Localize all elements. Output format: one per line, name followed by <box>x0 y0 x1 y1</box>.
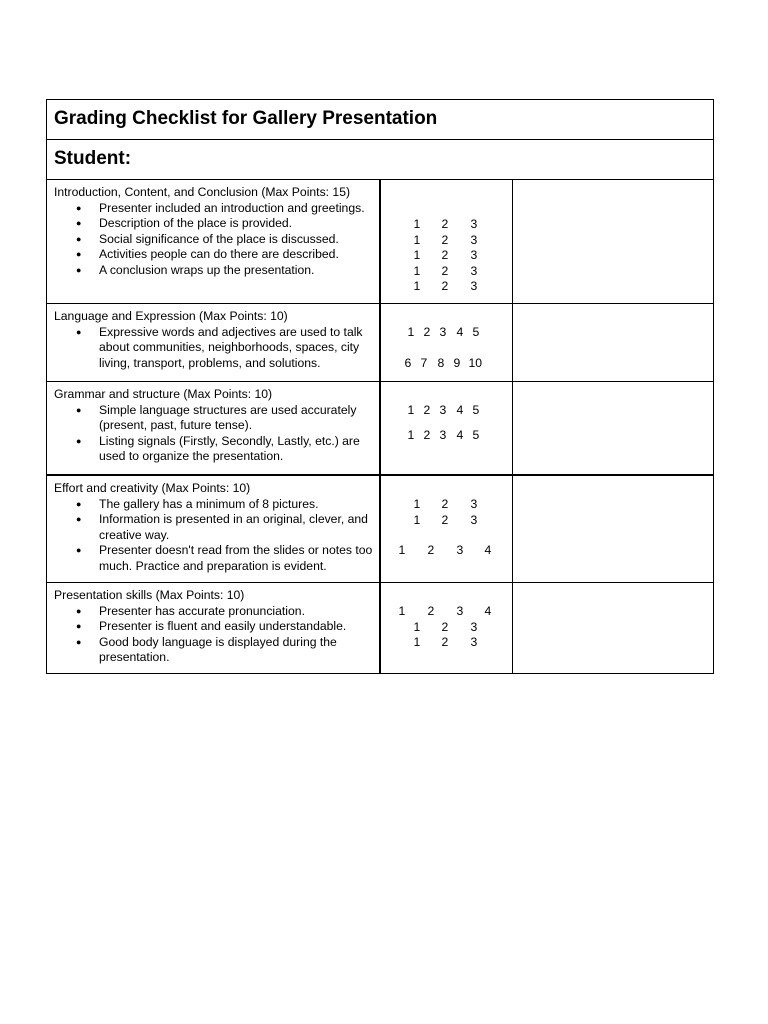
score-cell <box>380 180 513 304</box>
score-option[interactable]: 3 <box>439 325 447 339</box>
criteria-item: ● Presenter doesn't read from the slides or notes too much. Practice and preparation is evident. <box>99 543 373 574</box>
criteria-cell <box>47 304 380 382</box>
score-cell <box>380 475 513 583</box>
criteria-row-presentation <box>47 583 714 674</box>
score-option[interactable]: 3 <box>456 604 464 618</box>
score-option[interactable]: 1 <box>398 543 406 557</box>
criteria-row-effort <box>47 475 714 583</box>
score-option[interactable]: 10 <box>468 355 483 370</box>
score-option[interactable]: 2 <box>441 497 449 511</box>
score-option[interactable]: 1 <box>413 232 421 247</box>
score-option[interactable]: 2 <box>423 427 431 442</box>
criteria-heading: Effort and creativity (Max Points: 10) <box>54 481 251 495</box>
score-option[interactable]: 1 <box>413 263 421 278</box>
score-option[interactable]: 3 <box>439 403 447 417</box>
score-option[interactable]: 3 <box>439 427 447 442</box>
score-option[interactable]: 2 <box>441 635 449 649</box>
score-option[interactable]: 7 <box>420 355 428 370</box>
score-option[interactable]: 1 <box>413 248 421 262</box>
score-option[interactable]: 1 <box>413 497 421 511</box>
criteria-heading: Presentation skills (Max Points: 10) <box>54 588 245 602</box>
criteria-item: ● Social significance of the place is discussed. <box>99 232 373 248</box>
criteria-cell <box>47 475 380 583</box>
score-option[interactable]: 6 <box>404 355 412 370</box>
score-cell <box>380 583 513 674</box>
comments-cell[interactable] <box>513 475 714 583</box>
criteria-heading: Introduction, Content, and Conclusion (Max Points: 15) <box>54 185 351 199</box>
score-option[interactable]: 4 <box>456 403 464 417</box>
score-option[interactable]: 1 <box>413 635 421 649</box>
score-option[interactable]: 2 <box>423 403 431 417</box>
comments-cell[interactable] <box>513 583 714 674</box>
comments-cell[interactable] <box>513 382 714 476</box>
criteria-row-grammar <box>47 382 714 476</box>
criteria-item: ● A conclusion wraps up the presentation. <box>99 263 373 279</box>
score-option[interactable]: 2 <box>441 279 449 293</box>
criteria-list <box>54 325 373 372</box>
criteria-row-introduction <box>47 180 714 304</box>
criteria-item: ● Good body language is displayed during the presentation. <box>99 635 373 666</box>
score-option[interactable]: 4 <box>484 604 492 618</box>
score-option[interactable]: 2 <box>441 512 449 527</box>
criteria-list <box>54 497 373 575</box>
criteria-item: ● Activities people can do there are described. <box>99 247 373 263</box>
criteria-item: ● The gallery has a minimum of 8 pictures. <box>99 497 373 513</box>
criteria-list <box>54 201 373 279</box>
score-option[interactable]: 4 <box>456 427 464 442</box>
score-option[interactable]: 1 <box>407 325 415 339</box>
criteria-item: ● Presenter is fluent and easily understandable. <box>99 619 373 635</box>
grading-checklist <box>46 99 713 674</box>
score-cell <box>380 382 513 476</box>
score-option[interactable]: 2 <box>441 263 449 278</box>
score-option[interactable]: 1 <box>413 512 421 527</box>
student-label: Student: <box>47 140 714 180</box>
score-option[interactable]: 1 <box>407 427 415 442</box>
score-option[interactable]: 3 <box>470 248 478 262</box>
checklist-table <box>46 99 714 674</box>
score-option[interactable]: 1 <box>413 217 421 231</box>
criteria-cell <box>47 583 380 674</box>
criteria-item: ● Information is presented in an original, clever, and creative way. <box>99 512 373 543</box>
score-option[interactable]: 2 <box>423 325 431 339</box>
score-option[interactable]: 3 <box>470 217 478 231</box>
score-cell <box>380 304 513 382</box>
score-option[interactable]: 4 <box>456 325 464 339</box>
criteria-item: ● Description of the place is provided. <box>99 216 373 232</box>
criteria-list <box>54 403 373 465</box>
criteria-heading: Grammar and structure (Max Points: 10) <box>54 387 273 401</box>
comments-cell[interactable] <box>513 304 714 382</box>
score-option[interactable]: 3 <box>470 497 478 511</box>
checklist-title: Grading Checklist for Gallery Presentation <box>47 100 714 140</box>
criteria-list <box>54 604 373 666</box>
score-option[interactable]: 3 <box>456 543 464 557</box>
criteria-item: ● Listing signals (Firstly, Secondly, Lastly, etc.) are used to organize the presentation. <box>99 434 373 465</box>
score-option[interactable]: 5 <box>472 427 480 442</box>
score-option[interactable]: 3 <box>470 619 478 634</box>
score-option[interactable]: 3 <box>470 635 478 649</box>
criteria-cell <box>47 382 380 476</box>
score-option[interactable]: 1 <box>407 403 415 417</box>
criteria-row-language <box>47 304 714 382</box>
score-option[interactable]: 2 <box>427 543 435 557</box>
criteria-item: ● Simple language structures are used accurately (present, past, future tense). <box>99 403 373 434</box>
score-option[interactable]: 5 <box>472 325 480 339</box>
score-option[interactable]: 2 <box>441 619 449 634</box>
score-option[interactable]: 2 <box>427 604 435 618</box>
score-option[interactable]: 5 <box>472 403 480 417</box>
score-option[interactable]: 3 <box>470 263 478 278</box>
criteria-heading: Language and Expression (Max Points: 10) <box>54 309 288 323</box>
score-option[interactable]: 1 <box>413 619 421 634</box>
score-option[interactable]: 1 <box>413 279 421 293</box>
score-option[interactable]: 3 <box>470 279 478 293</box>
score-option[interactable]: 2 <box>441 217 449 231</box>
criteria-item: ● Presenter has accurate pronunciation. <box>99 604 373 620</box>
criteria-item: ● Presenter included an introduction and greetings. <box>99 201 373 217</box>
score-option[interactable]: 4 <box>484 543 492 557</box>
score-option[interactable]: 1 <box>398 604 406 618</box>
score-option[interactable]: 2 <box>441 232 449 247</box>
criteria-cell <box>47 180 380 304</box>
score-option[interactable]: 8 <box>437 355 445 370</box>
score-option[interactable]: 3 <box>470 232 478 247</box>
comments-cell[interactable] <box>513 180 714 304</box>
score-option[interactable]: 2 <box>441 248 449 262</box>
score-option[interactable]: 9 <box>453 355 461 370</box>
score-option[interactable]: 3 <box>470 512 478 527</box>
criteria-item: ● Expressive words and adjectives are used to talk about communities, neighborhoods, spaces, city living, transport, problems, and solutions. <box>99 325 373 372</box>
